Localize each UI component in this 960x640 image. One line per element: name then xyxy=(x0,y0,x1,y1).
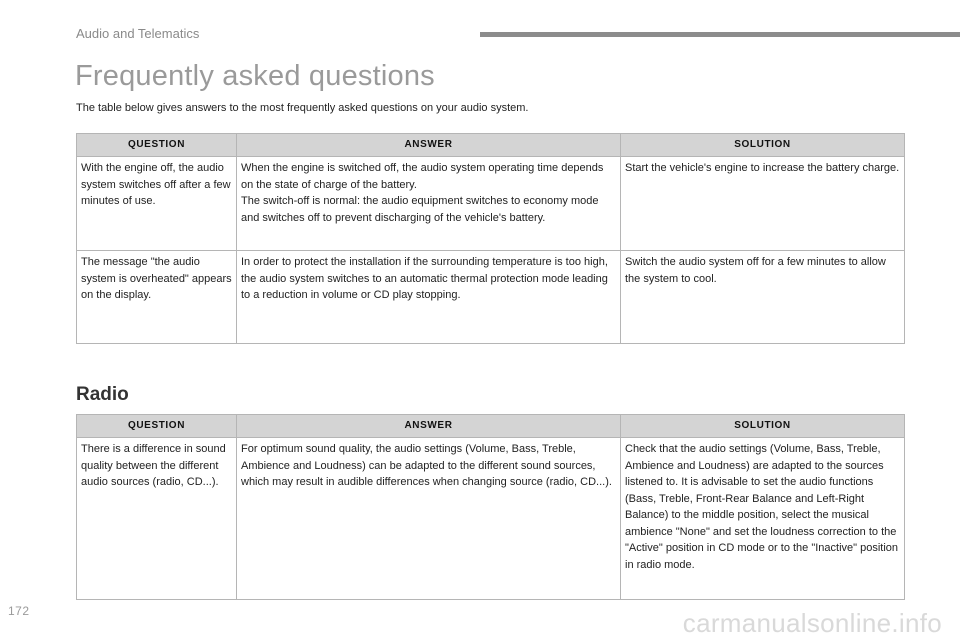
question-cell: There is a difference in sound quality between the different audio sources (radio, CD...). xyxy=(77,438,237,600)
faq-table-audio xyxy=(76,133,905,344)
section-header: Audio and Telematics xyxy=(76,26,200,41)
answer-cell: When the engine is switched off, the audio system operating time depends on the state of charge of the battery. The switch-off is normal: the audio equipment switches to economy mode and switches off to prevent discharging of the vehicle's battery. xyxy=(237,157,621,251)
table-row xyxy=(77,251,905,344)
solution-cell: Check that the audio settings (Volume, Bass, Treble, Ambience and Loudness) are adapted to the sources listened to. It is advisable to set the audio functions (Bass, Treble, Front-Rear Balance and Left-Right Balance) to the middle position, select the musical ambience "None" and set the loudness correction to the "Active" position in CD mode or to the "Inactive" position in radio mode. xyxy=(621,438,905,600)
table-row xyxy=(77,438,905,600)
page-title: Frequently asked questions xyxy=(75,60,435,92)
faq-table-radio xyxy=(76,414,905,600)
table-row xyxy=(77,157,905,251)
header-divider-bar xyxy=(480,32,960,37)
column-header-solution: SOLUTION xyxy=(621,134,905,157)
solution-cell: Switch the audio system off for a few minutes to allow the system to cool. xyxy=(621,251,905,344)
table-header-row xyxy=(77,415,905,438)
column-header-solution: SOLUTION xyxy=(621,415,905,438)
intro-text: The table below gives answers to the most frequently asked questions on your audio system. xyxy=(76,102,529,114)
question-cell: The message "the audio system is overheated" appears on the display. xyxy=(77,251,237,344)
column-header-question: QUESTION xyxy=(77,415,237,438)
column-header-answer: ANSWER xyxy=(237,415,621,438)
answer-cell: For optimum sound quality, the audio settings (Volume, Bass, Treble, Ambience and Loudness) can be adapted to the different sound sources, which may result in audible differences when changing source (radio, CD...). xyxy=(237,438,621,600)
answer-cell: In order to protect the installation if the surrounding temperature is too high, the audio system switches to an automatic thermal protection mode leading to a reduction in volume or CD play stopping. xyxy=(237,251,621,344)
question-cell: With the engine off, the audio system switches off after a few minutes of use. xyxy=(77,157,237,251)
column-header-answer: ANSWER xyxy=(237,134,621,157)
page-number: 172 xyxy=(8,604,30,618)
radio-heading: Radio xyxy=(76,384,129,405)
watermark-text: carmanualsonline.info xyxy=(682,608,942,638)
solution-cell: Start the vehicle's engine to increase the battery charge. xyxy=(621,157,905,251)
table-header-row xyxy=(77,134,905,157)
column-header-question: QUESTION xyxy=(77,134,237,157)
